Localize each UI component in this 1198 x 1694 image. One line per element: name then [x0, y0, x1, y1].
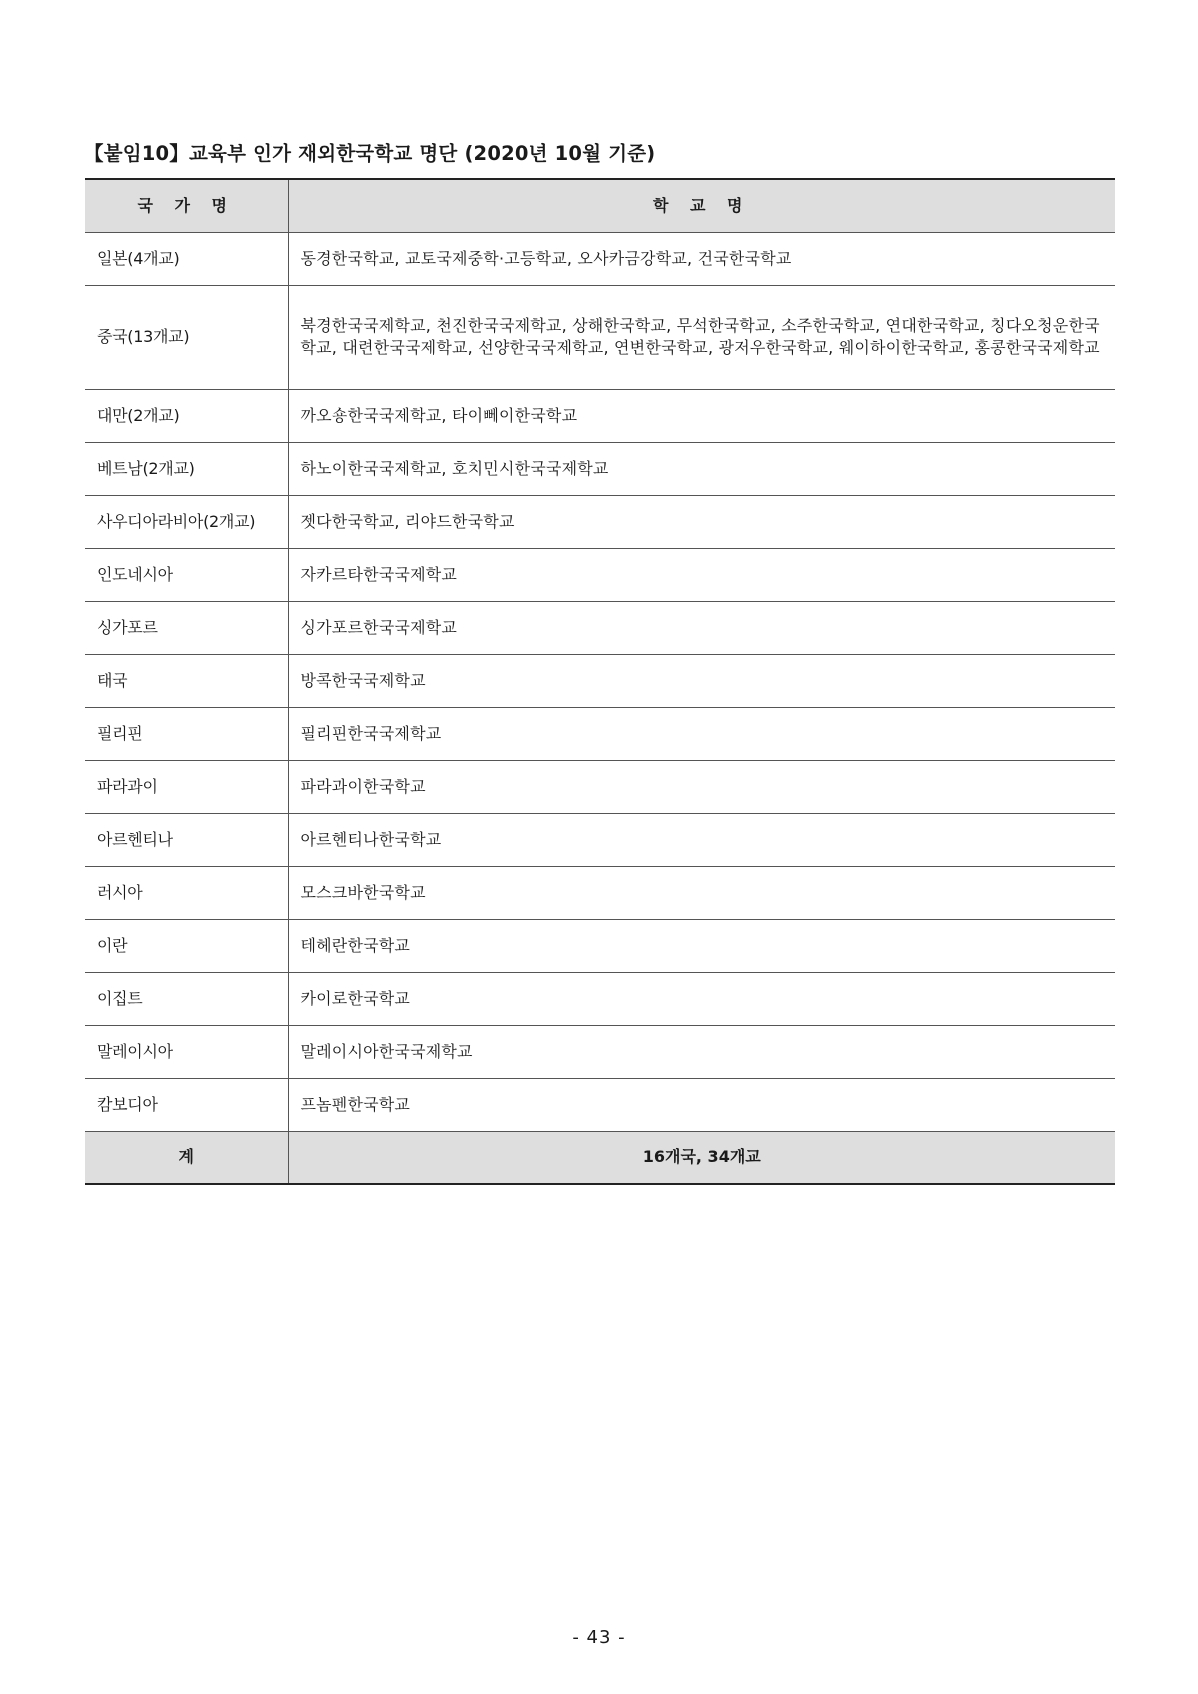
total-label: 계	[85, 1131, 288, 1184]
table-row	[85, 1025, 1115, 1078]
schools-cell: 아르헨티나한국학교	[288, 813, 1115, 866]
table-row	[85, 389, 1115, 442]
table-row	[85, 654, 1115, 707]
school-list-table	[85, 178, 1115, 1185]
country-cell: 캄보디아	[85, 1078, 288, 1131]
total-row	[85, 1131, 1115, 1184]
country-cell: 파라과이	[85, 760, 288, 813]
table-row	[85, 1078, 1115, 1131]
country-cell: 러시아	[85, 866, 288, 919]
table-row	[85, 232, 1115, 285]
table-row	[85, 972, 1115, 1025]
schools-cell: 자카르타한국국제학교	[288, 548, 1115, 601]
country-cell: 이란	[85, 919, 288, 972]
schools-cell: 하노이한국국제학교, 호치민시한국국제학교	[288, 442, 1115, 495]
schools-cell: 말레이시아한국국제학교	[288, 1025, 1115, 1078]
country-cell: 일본(4개교)	[85, 232, 288, 285]
schools-cell: 카이로한국학교	[288, 972, 1115, 1025]
schools-cell: 테헤란한국학교	[288, 919, 1115, 972]
table-row	[85, 601, 1115, 654]
table-row	[85, 813, 1115, 866]
schools-cell: 파라과이한국학교	[288, 760, 1115, 813]
country-cell: 싱가포르	[85, 601, 288, 654]
header-country: 국 가 명	[85, 179, 288, 232]
table-row	[85, 707, 1115, 760]
country-cell: 사우디아라비아(2개교)	[85, 495, 288, 548]
country-cell: 이집트	[85, 972, 288, 1025]
table-row	[85, 548, 1115, 601]
schools-cell: 방콕한국국제학교	[288, 654, 1115, 707]
country-cell: 필리핀	[85, 707, 288, 760]
country-cell: 인도네시아	[85, 548, 288, 601]
country-cell: 아르헨티나	[85, 813, 288, 866]
schools-cell: 북경한국국제학교, 천진한국국제학교, 상해한국학교, 무석한국학교, 소주한국학교, 연대한국학교, 칭다오청운한국학교, 대련한국국제학교, 선양한국국제학교, 연변한국학교, 광저우한국학교, 웨이하이한국학교, 홍콩한국국제학교	[288, 285, 1115, 389]
schools-cell: 모스크바한국학교	[288, 866, 1115, 919]
table-header-row	[85, 179, 1115, 232]
header-school: 학 교 명	[288, 179, 1115, 232]
country-cell: 중국(13개교)	[85, 285, 288, 389]
schools-cell: 젯다한국학교, 리야드한국학교	[288, 495, 1115, 548]
table-row	[85, 866, 1115, 919]
schools-cell: 프놈펜한국학교	[288, 1078, 1115, 1131]
page-number: - 43 -	[572, 1627, 626, 1648]
table-row	[85, 495, 1115, 548]
table-row	[85, 919, 1115, 972]
schools-cell: 까오숑한국국제학교, 타이뻬이한국학교	[288, 389, 1115, 442]
schools-cell: 싱가포르한국국제학교	[288, 601, 1115, 654]
table-row	[85, 285, 1115, 389]
document-title: 【붙임10】교육부 인가 재외한국학교 명단 (2020년 10월 기준)	[84, 142, 656, 165]
schools-cell: 동경한국학교, 교토국제중학·고등학교, 오사카금강학교, 건국한국학교	[288, 232, 1115, 285]
country-cell: 태국	[85, 654, 288, 707]
country-cell: 베트남(2개교)	[85, 442, 288, 495]
total-value: 16개국, 34개교	[288, 1131, 1115, 1184]
table-row	[85, 442, 1115, 495]
country-cell: 말레이시아	[85, 1025, 288, 1078]
schools-cell: 필리핀한국국제학교	[288, 707, 1115, 760]
country-cell: 대만(2개교)	[85, 389, 288, 442]
table-row	[85, 760, 1115, 813]
